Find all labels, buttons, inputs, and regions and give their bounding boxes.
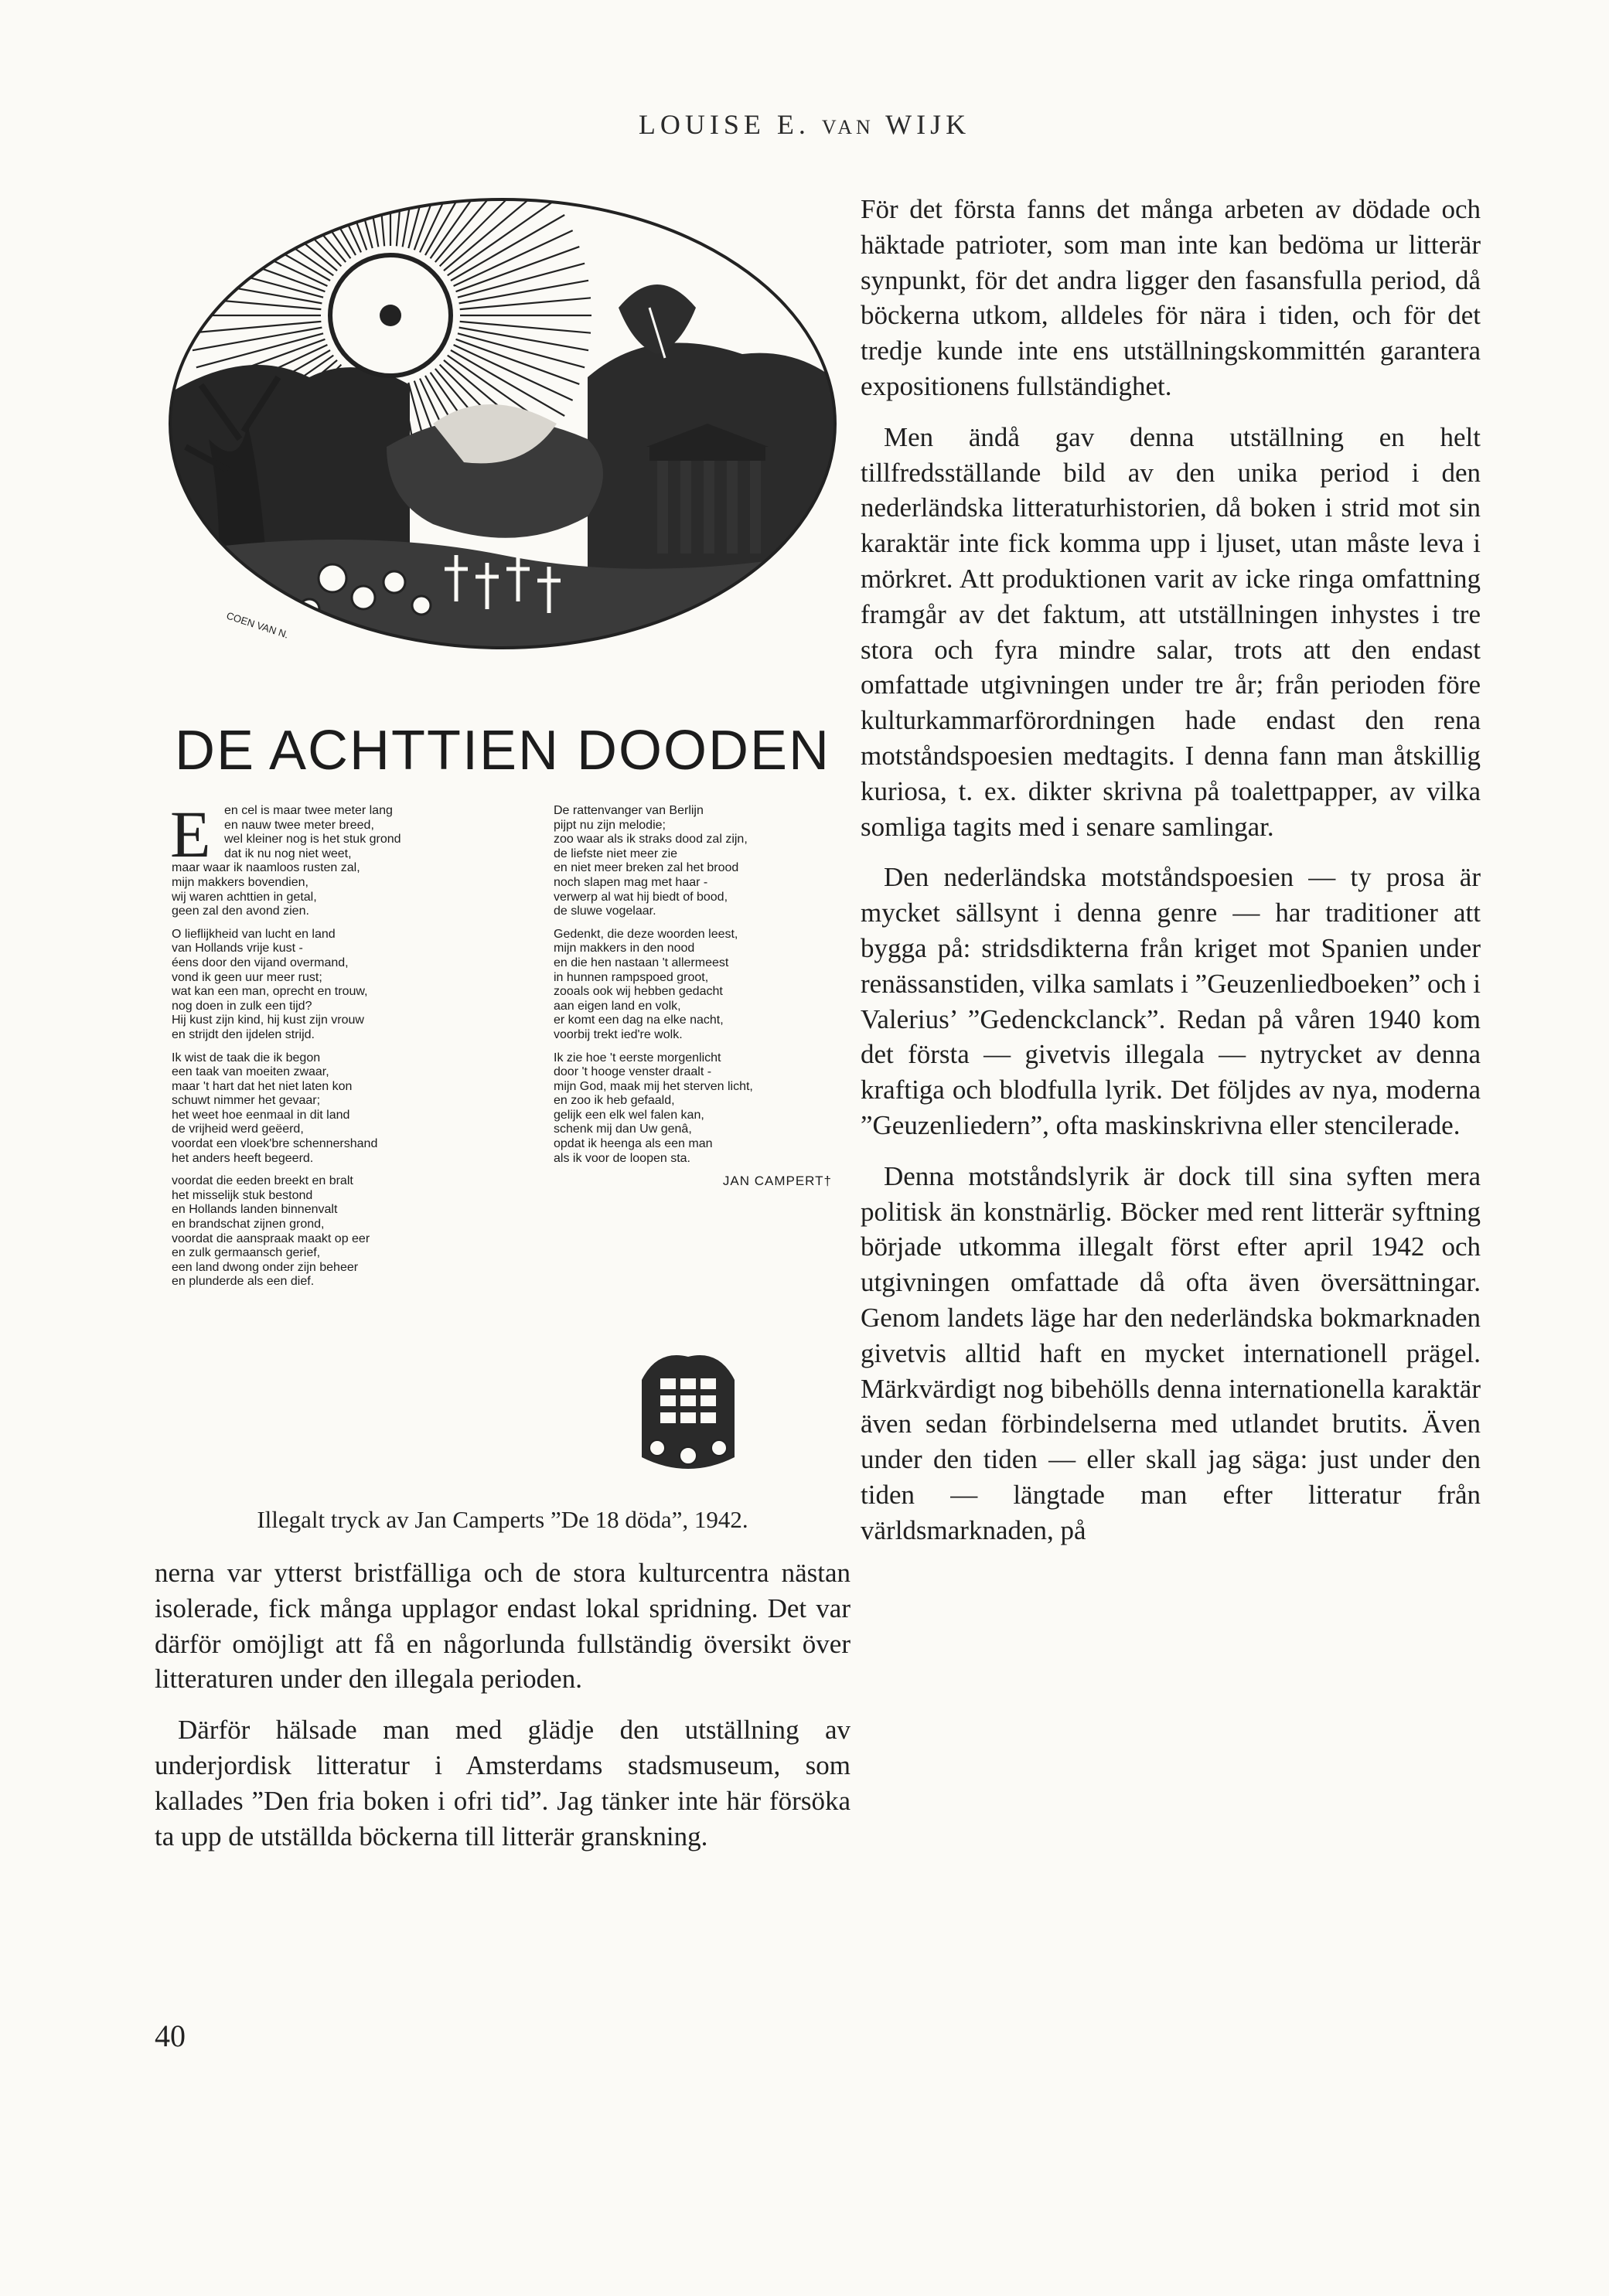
poem-stanza [172,1174,496,1289]
poem-line: de sluwe vogelaar. [554,904,656,918]
poem-stanza [172,1051,496,1167]
poem-line: en brandschat zijnen grond, [172,1218,325,1231]
poem-line: geen zal den avond zien. [172,904,309,918]
poem-line: mijn makkers bovendien, [172,875,309,889]
running-head-surname: WIJK [885,109,971,140]
poem-line: voordat die eeden breekt en bralt [172,1174,353,1188]
right-body-column [861,192,1481,1563]
poem-line: voordat die aanspraak maakt op eer [172,1231,370,1245]
poem-line: en Hollands landen binnenvalt [172,1203,338,1217]
poem-stanza [170,797,496,919]
poem-line: er komt een dag na elke nacht, [554,1013,724,1027]
poem-line: zoo waar als ik straks dood zal zijn, [554,833,748,847]
poem-line: de liefste niet meer zie [554,847,678,860]
running-head-name: LOUISE E. [638,109,810,140]
poem-stanza [554,1051,832,1167]
poem-line: vond ik geen uur meer rust; [172,970,322,984]
poem-line: het misselijk stuk bestond [172,1188,313,1202]
poem-line: schuwt nimmer het gevaar; [172,1094,321,1108]
poem-line: en cel is maar twee meter lang [224,804,393,817]
temple-ruin [646,424,769,554]
poem-line: een taak van moeiten zwaar, [172,1065,329,1079]
poem-line: en niet meer breken zal het brood [554,861,739,875]
poem-line: en zulk germaansch gerief, [172,1246,321,1260]
poem-line: aan eigen land en volk, [554,999,681,1013]
poem-line: voorbij trekt ied're wolk. [554,1027,683,1041]
left-stanzas [170,797,496,1289]
poem-line: door 't hooge venster draalt - [554,1065,712,1079]
poem-line: het anders heeft begeerd. [172,1151,314,1165]
poem-line: pijpt nu zijn melodie; [554,818,666,832]
poem-line: Ik wist de taak die ik begon [172,1051,321,1065]
body-paragraph: nerna var ytterst bristfälliga och de stora kulturcentra nästan isolerade, fick många upplagor endast lokal spridning. Det var därför omöjligt att få en någorlunda fullständig översikt över litteraturen under den illegala perioden. [155,1558,851,1695]
poem-line: De rattenvanger van Berlijn [554,804,704,817]
poem-line: Ik zie hoe 't eerste morgenlicht [554,1051,721,1065]
poem-line: Gedenkt, die deze woorden leest, [554,927,738,941]
poem-line: maar waar ik naamloos rusten zal, [172,861,360,875]
poem-line: gelijk een elk wel falen kan, [554,1108,704,1122]
poem-right-column [554,804,832,1189]
poem-line: wij waren achttien in getal, [172,890,317,904]
poem-line: een land dwong onder zijn beheer [172,1260,359,1274]
poem-stanza [554,804,832,919]
poem-line: en plunderde als een dief. [172,1275,315,1289]
body-paragraph: Den nederländska motståndspoesien — ty prosa är mycket sällsynt i denna genre — har traditioner att bygga på: stridsdikterna från kriget mot Spanien under renässanstiden, vilka samlats i ”Geuzenliedboeken” och i Valerius’ ”Gedenckclanck”. Redan på våren 1940 kom det första — givetvis illegala — nytrycket av denna kraftiga och blodfulla lyrik. Det följdes av nya, moderna ”Geuzenliedern”, ofta maskinskrivna eller stencilerade. [861,862,1481,1140]
poem-line: schenk mij dan Uw genâ, [554,1122,692,1136]
poem-line: noch slapen mag met haar - [554,875,708,889]
poem-line: en strijdt den ijdelen strijd. [172,1027,315,1041]
poem-line: wel kleiner nog is het stuk grond [224,833,401,847]
poem-author: JAN CAMPERT† [722,1174,832,1189]
right-stanzas [554,804,832,1166]
body-paragraph: För det första fanns det många arbeten av dödade och häktade patrioter, som man inte kan bedöma ur litterär synpunkt, för det andra ligger den fasansfulla period, då böckerna utkom, alldeles för nära i tiden, och för det tredje kunde inte ens utställningskommittén garantera expositionens fullständighet. [861,194,1481,401]
poem-line: wat kan een man, oprecht en trouw, [172,985,368,999]
body-paragraph: Denna motståndslyrik är dock till sina syften mera politisk än konstnärlig. Böcker med rent litterär syftning började utkomma illegalt först efter april 1942 och utgivningen omfattade då ofta även översättningar. Genom landets läge har den nederländska bokmarknaden givetvis alltid haft en mycket internationell prägel. Märkvärdigt nog bibehölls denna internationella karaktär även sedan förbindelserna med utlandet brutits. Även under den tiden — eller skall jag säga: just under den tiden — längtade man efter litteratur från världsmarknaden, på [861,1160,1481,1545]
body-paragraph: Därför hälsade man med glädje den utställning av underjordisk litteratur i Amsterdams stadsmuseum, som kallades ”Den fria boken i ofri tid”. Jag tänker inte här försöka ta upp de utställda böckerna till litterär granskning. [155,1715,851,1851]
running-head [0,108,1609,141]
poem-line: maar 't hart dat het niet laten kon [172,1079,353,1093]
poem-line: en zoo ik heb gefaald, [554,1094,675,1108]
poem-stanza [554,928,832,1043]
poem-line: nog doen in zulk een tijd? [172,999,312,1013]
poem-line: verwerp al wat hij biedt of bood, [554,890,728,904]
page-number: 40 [155,2018,186,2053]
grid-emblem [634,1349,742,1473]
poem-line: zooals ook wij hebben gedacht [554,985,723,999]
poem-line: de vrijheid werd geëerd, [172,1122,304,1136]
poem-line: het weet hoe eenmaal in dit land [172,1108,350,1122]
poem-line: mijn God, maak mij het sterven licht, [554,1079,753,1093]
poem-line: opdat ik heenga als een man [554,1137,713,1151]
drop-cap: E [170,797,211,871]
figure-caption: Illegalt tryck av Jan Camperts ”De 18 döda”, 1942. [257,1506,748,1533]
poem-line: mijn makkers in den nood [554,942,695,956]
poem-line: en nauw twee meter breed, [224,818,374,832]
poem-left-column [170,797,496,1298]
poem-stanza [172,928,496,1043]
body-paragraph: Men ändå gav denna utställning en helt tillfredsställande bild av den unika period i den nederländska litteraturhistorien, då boken i strid mot sin karaktär inte fick komma upp i ljuset, utan måste leva i mörkret. Att produktionen varit av icke ringa omfattning framgår av det faktum, att utställningen inhystes i tre stora och fyra mindre salar, trots att den endast omfattade utgivningen under tre år; från perioden före kulturkammarförordningen hade endast den rena motståndspoesien medtagits. I denna fann man åtskillig kuriosa, t. ex. dikter skrivna på toalettpapper, av vilka somliga tagits med i senare samlingar. [861,421,1481,842]
illustration-signature: COEN VAN N. [225,609,291,641]
poem-line: Hij kust zijn kind, hij kust zijn vrouw [172,1013,364,1027]
poem-line: en die hen nastaan 't allermeest [554,956,729,969]
poem-line: van Hollands vrije kust - [172,942,303,956]
running-head-particle: VAN [821,116,874,138]
poem-line: voordat een vloek'bre schennershand [172,1137,378,1151]
poem-line: in hunnen rampspoed groot, [554,970,709,984]
poem-line: als ik voor de loopen sta. [554,1151,690,1165]
poem-line: dat ik nu nog niet weet, [224,847,352,860]
poem-line: O lieflijkheid van lucht en land [172,927,336,941]
poem-title: DE ACHTTIEN DOODEN [174,720,831,782]
poem-illustration [155,192,851,686]
poem-line: éens door den vijand overmand, [172,956,349,969]
left-body-column [155,1555,851,1869]
